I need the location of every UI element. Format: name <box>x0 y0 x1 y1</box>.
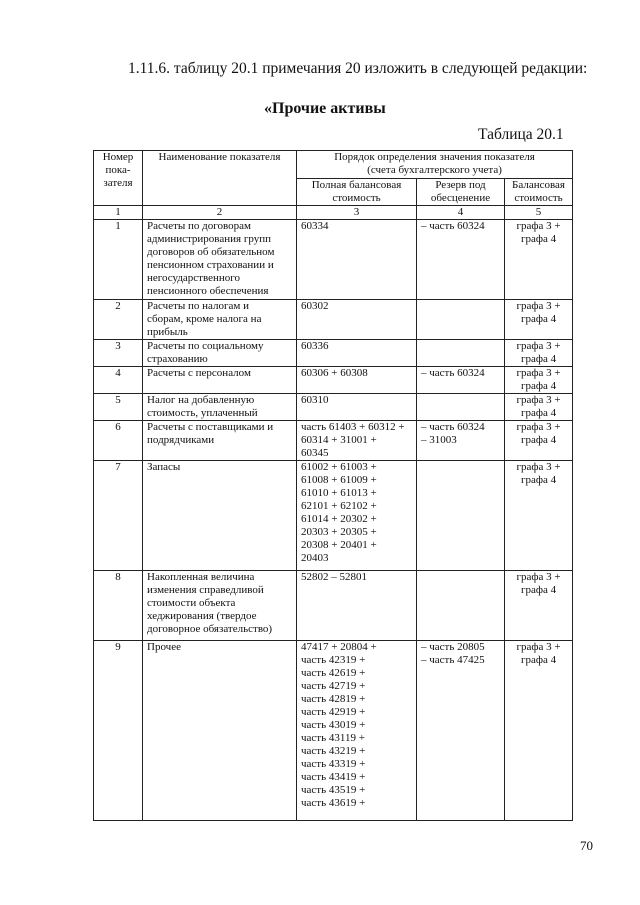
row-balance: графа 3 + графа 4 <box>505 461 573 571</box>
row-number: 9 <box>94 641 143 821</box>
row-name: Расчеты с персоналом <box>143 367 297 394</box>
column-number: 2 <box>143 206 297 220</box>
assets-table <box>93 150 573 821</box>
table-label: Таблица 20.1 <box>478 126 564 143</box>
table-row <box>94 421 573 461</box>
row-full-value: 52802 – 52801 <box>297 571 417 641</box>
header-full-value: Полная балансовая стоимость <box>297 179 417 206</box>
row-number: 1 <box>94 220 143 300</box>
row-balance: графа 3 + графа 4 <box>505 300 573 340</box>
row-balance: графа 3 + графа 4 <box>505 641 573 821</box>
row-number: 2 <box>94 300 143 340</box>
row-number: 6 <box>94 421 143 461</box>
row-full-value: 47417 + 20804 + часть 42319 + часть 42619 + часть 42719 + часть 42819 + часть 42919 + часть 43019 + часть 43119 + часть 43219 + часть 43319 + часть 43419 + часть 43519 + часть 43619 + <box>297 641 417 821</box>
row-name: Налог на добавленную стоимость, уплаченный <box>143 394 297 421</box>
table-row <box>94 300 573 340</box>
row-number: 7 <box>94 461 143 571</box>
column-number: 1 <box>94 206 143 220</box>
row-number: 4 <box>94 367 143 394</box>
row-balance: графа 3 + графа 4 <box>505 571 573 641</box>
row-full-value: часть 61403 + 60312 + 60314 + 31001 + 60345 <box>297 421 417 461</box>
row-name: Расчеты по социальному страхованию <box>143 340 297 367</box>
row-number: 8 <box>94 571 143 641</box>
header-balance: Балансовая стоимость <box>505 179 573 206</box>
intro-paragraph: 1.11.6. таблицу 20.1 примечания 20 изложить в следующей редакции: <box>128 60 588 77</box>
table-row <box>94 571 573 641</box>
header-method-group: Порядок определения значения показателя (счета бухгалтерского учета) <box>297 151 573 179</box>
row-full-value: 60336 <box>297 340 417 367</box>
row-full-value: 60310 <box>297 394 417 421</box>
row-reserve <box>417 340 505 367</box>
row-balance: графа 3 + графа 4 <box>505 421 573 461</box>
row-full-value: 61002 + 61003 + 61008 + 61009 + 61010 + 61013 + 62101 + 62102 + 61014 + 20302 + 20303 + 20305 + 20308 + 20401 + 20403 <box>297 461 417 571</box>
header-row <box>94 151 573 179</box>
row-reserve <box>417 571 505 641</box>
row-name: Расчеты с поставщиками и подрядчиками <box>143 421 297 461</box>
column-numbers-row <box>94 206 573 220</box>
row-full-value: 60306 + 60308 <box>297 367 417 394</box>
row-full-value: 60334 <box>297 220 417 300</box>
row-reserve: – часть 60324 <box>417 220 505 300</box>
row-name: Расчеты по договорам администрирования групп договоров об обязательном пенсионном страховании и негосударственного пенсионного обеспечения <box>143 220 297 300</box>
row-reserve <box>417 461 505 571</box>
row-reserve <box>417 394 505 421</box>
column-number: 5 <box>505 206 573 220</box>
header-reserve: Резерв под обесценение <box>417 179 505 206</box>
table-row <box>94 394 573 421</box>
row-balance: графа 3 + графа 4 <box>505 340 573 367</box>
header-number: Номер пока- зателя <box>94 151 143 206</box>
row-number: 3 <box>94 340 143 367</box>
table-row <box>94 220 573 300</box>
row-name: Накопленная величина изменения справедливой стоимости объекта хеджирования (твердое договорное обязательство) <box>143 571 297 641</box>
row-number: 5 <box>94 394 143 421</box>
row-name: Прочее <box>143 641 297 821</box>
row-balance: графа 3 + графа 4 <box>505 394 573 421</box>
row-reserve: – часть 20805 – часть 47425 <box>417 641 505 821</box>
row-name: Запасы <box>143 461 297 571</box>
table-row <box>94 461 573 571</box>
row-reserve: – часть 60324 – 31003 <box>417 421 505 461</box>
row-reserve <box>417 300 505 340</box>
row-reserve: – часть 60324 <box>417 367 505 394</box>
section-heading: «Прочие активы <box>264 100 386 117</box>
row-full-value: 60302 <box>297 300 417 340</box>
table-row <box>94 340 573 367</box>
row-balance: графа 3 + графа 4 <box>505 220 573 300</box>
header-name: Наименование показателя <box>143 151 297 206</box>
column-number: 4 <box>417 206 505 220</box>
table-row <box>94 641 573 821</box>
column-number: 3 <box>297 206 417 220</box>
table-row <box>94 367 573 394</box>
row-name: Расчеты по налогам и сборам, кроме налога на прибыль <box>143 300 297 340</box>
page-number: 70 <box>580 838 593 853</box>
row-balance: графа 3 + графа 4 <box>505 367 573 394</box>
